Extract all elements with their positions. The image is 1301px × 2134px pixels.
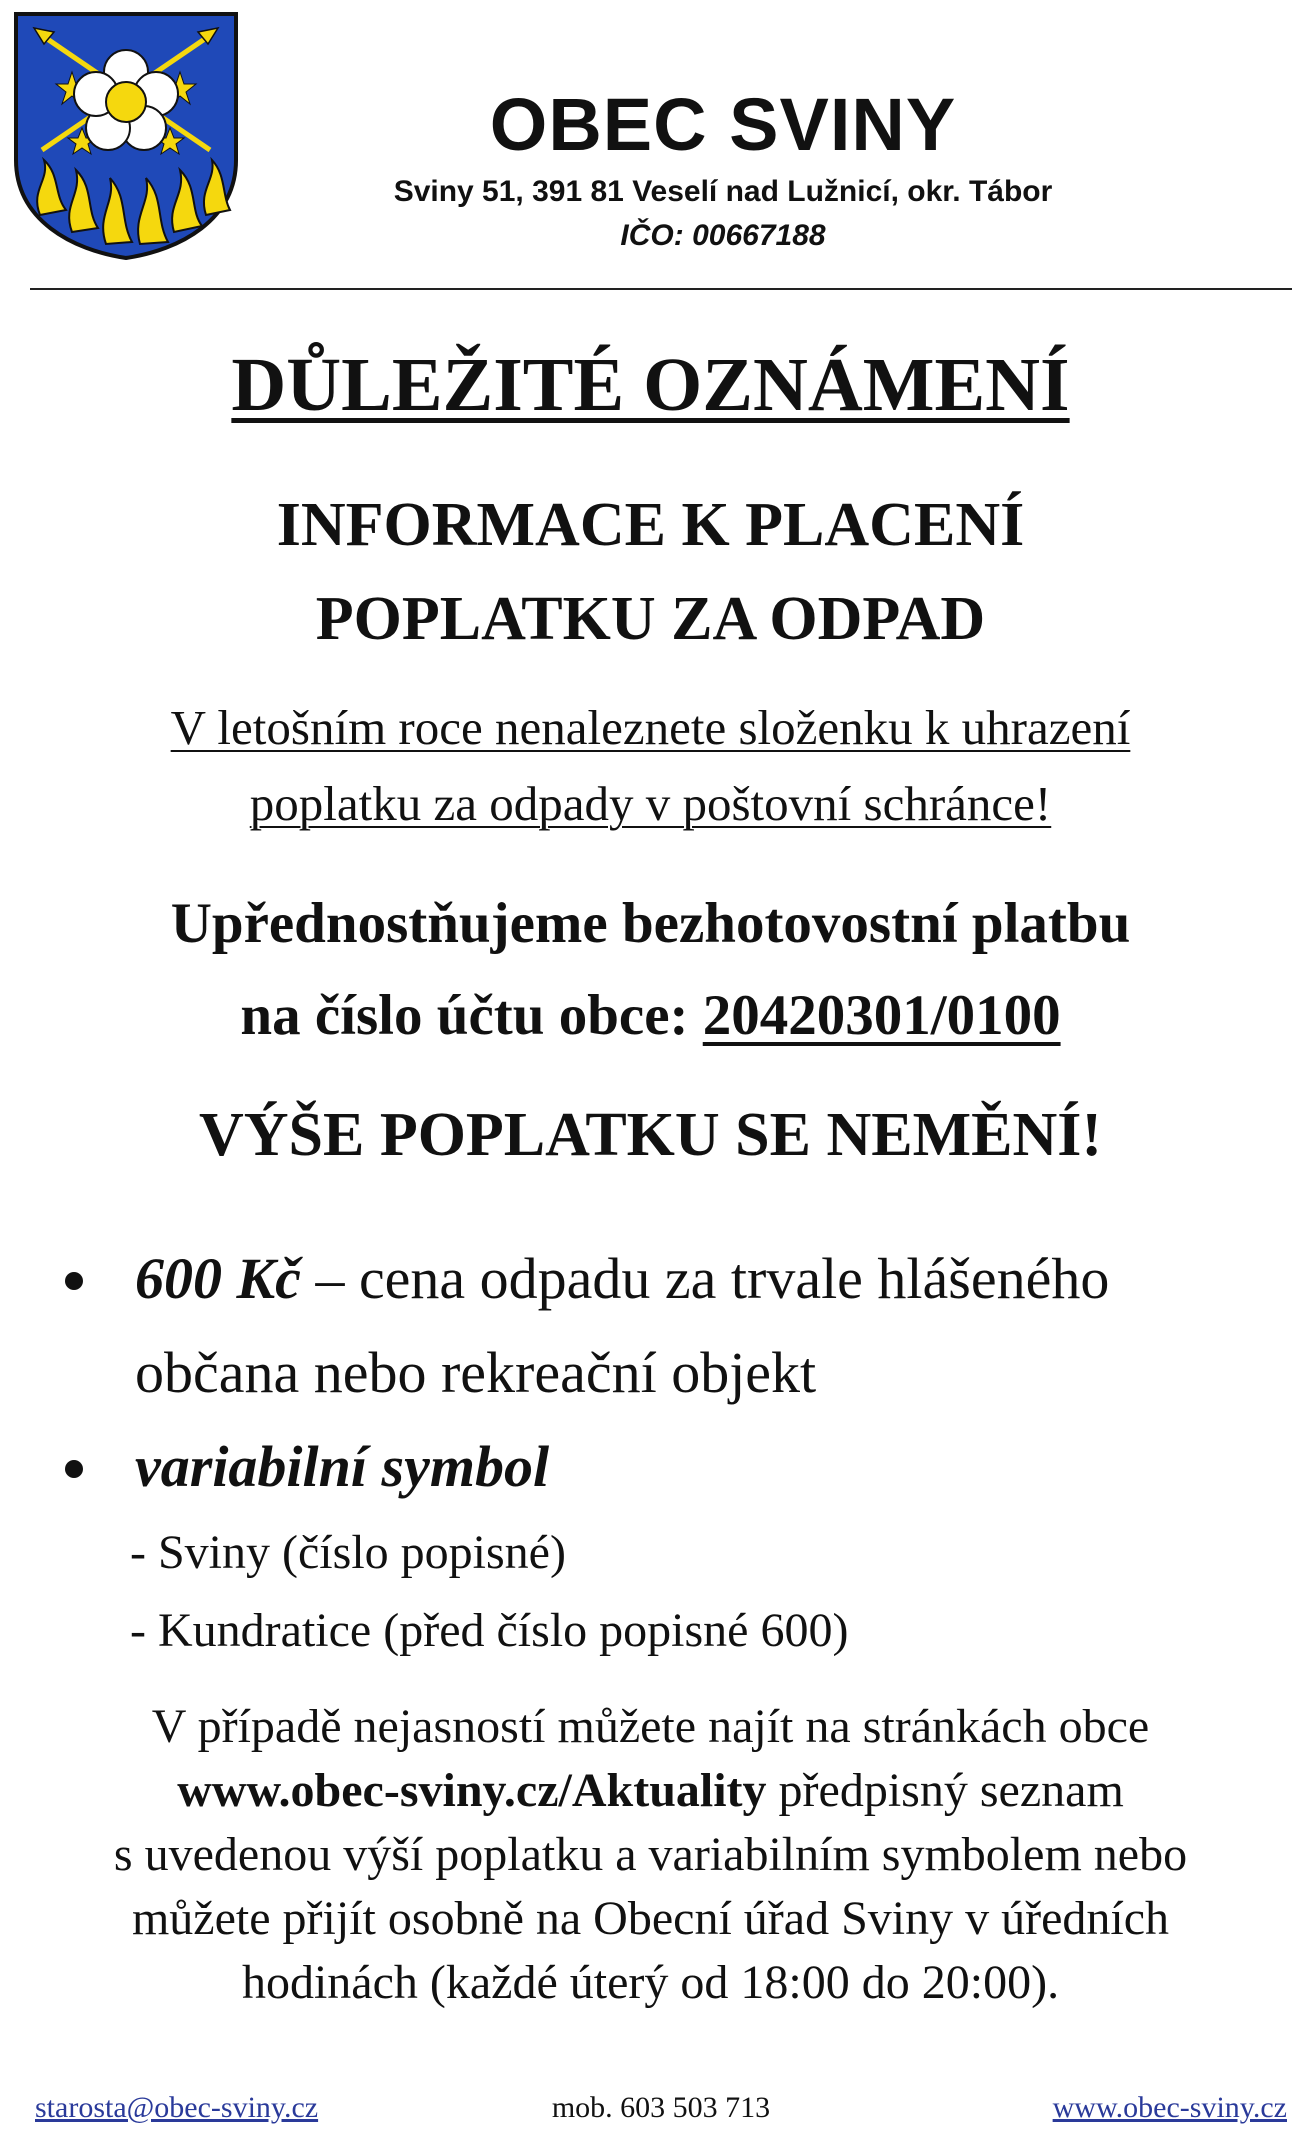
variable-symbol-item-kundratice: - Kundratice (před číslo popisné 600)	[130, 1604, 849, 1657]
municipality-address: Sviny 51, 391 81 Veselí nad Lužnicí, okr. Tábor	[393, 175, 1053, 208]
fee-unchanged-heading: VÝŠE POPLATKU SE NEMĚNÍ!	[198, 1101, 1103, 1169]
info-line-1: V případě nejasností můžete najít na stránkách obce	[151, 1700, 1150, 1753]
info-line-5: hodinách (každé úterý od 18:00 do 20:00).	[241, 1956, 1060, 2009]
notice-line-1: V letošním roce nenaleznete složenku k uhrazení	[170, 700, 1131, 755]
account-number: 20420301/0100	[702, 984, 1061, 1047]
main-heading-text: DŮLEŽITÉ OZNÁMENÍ	[231, 343, 1070, 427]
price-text-line-2: občana nebo rekreační objekt	[135, 1340, 817, 1405]
info-line-2	[0, 1759, 1301, 1823]
subheading-line-2: POPLATKU ZA ODPAD	[315, 585, 986, 653]
municipality-title: OBEC SVINY	[489, 83, 957, 166]
payment-line-2	[0, 970, 1301, 1062]
list-item-variable-symbol	[55, 1420, 1255, 1514]
price-text-line-1: – cena odpadu za trvale hlášeného	[300, 1246, 1110, 1311]
list-item-price	[55, 1232, 1255, 1420]
variable-symbol-item-sviny: - Sviny (číslo popisné)	[130, 1526, 566, 1579]
info-paragraph	[0, 1695, 1301, 2015]
bullet-icon	[65, 1460, 83, 1478]
municipality-ico: IČO: 00667188	[620, 219, 826, 252]
footer-email-link[interactable]: starosta@obec-sviny.cz	[35, 2091, 319, 2124]
aktuality-link[interactable]: www.obec-sviny.cz/Aktuality	[177, 1764, 767, 1817]
variable-symbol-label: variabilní symbol	[135, 1434, 550, 1499]
footer	[30, 2090, 1292, 2130]
subheading-line-1: INFORMACE K PLACENÍ	[276, 491, 1025, 559]
bullet-icon	[65, 1272, 83, 1290]
fee-bullet-list	[55, 1232, 1255, 1670]
municipal-crest-icon	[10, 10, 242, 260]
header-divider	[30, 288, 1292, 290]
payment-preference	[0, 878, 1301, 1062]
price-amount: 600 Kč	[135, 1246, 301, 1311]
info-line-4: můžete přijít osobně na Obecní úřad Sviny v úředních	[131, 1892, 1170, 1945]
notice-line-2: poplatku za odpady v poštovní schránce!	[249, 776, 1052, 831]
info-line-3: s uvedenou výší poplatku a variabilním symbolem nebo	[113, 1828, 1188, 1881]
subheading	[0, 478, 1301, 666]
footer-website-link[interactable]: www.obec-sviny.cz	[1052, 2091, 1287, 2124]
footer-phone: mob. 603 503 713	[551, 2091, 771, 2124]
no-slip-notice	[0, 690, 1301, 842]
payment-line-1: Upřednostňujeme bezhotovostní platbu	[170, 892, 1131, 955]
info-line-2-rest: předpisný seznam	[766, 1764, 1124, 1817]
payment-line-2-prefix: na číslo účtu obce:	[240, 984, 703, 1047]
main-heading	[0, 340, 1301, 430]
